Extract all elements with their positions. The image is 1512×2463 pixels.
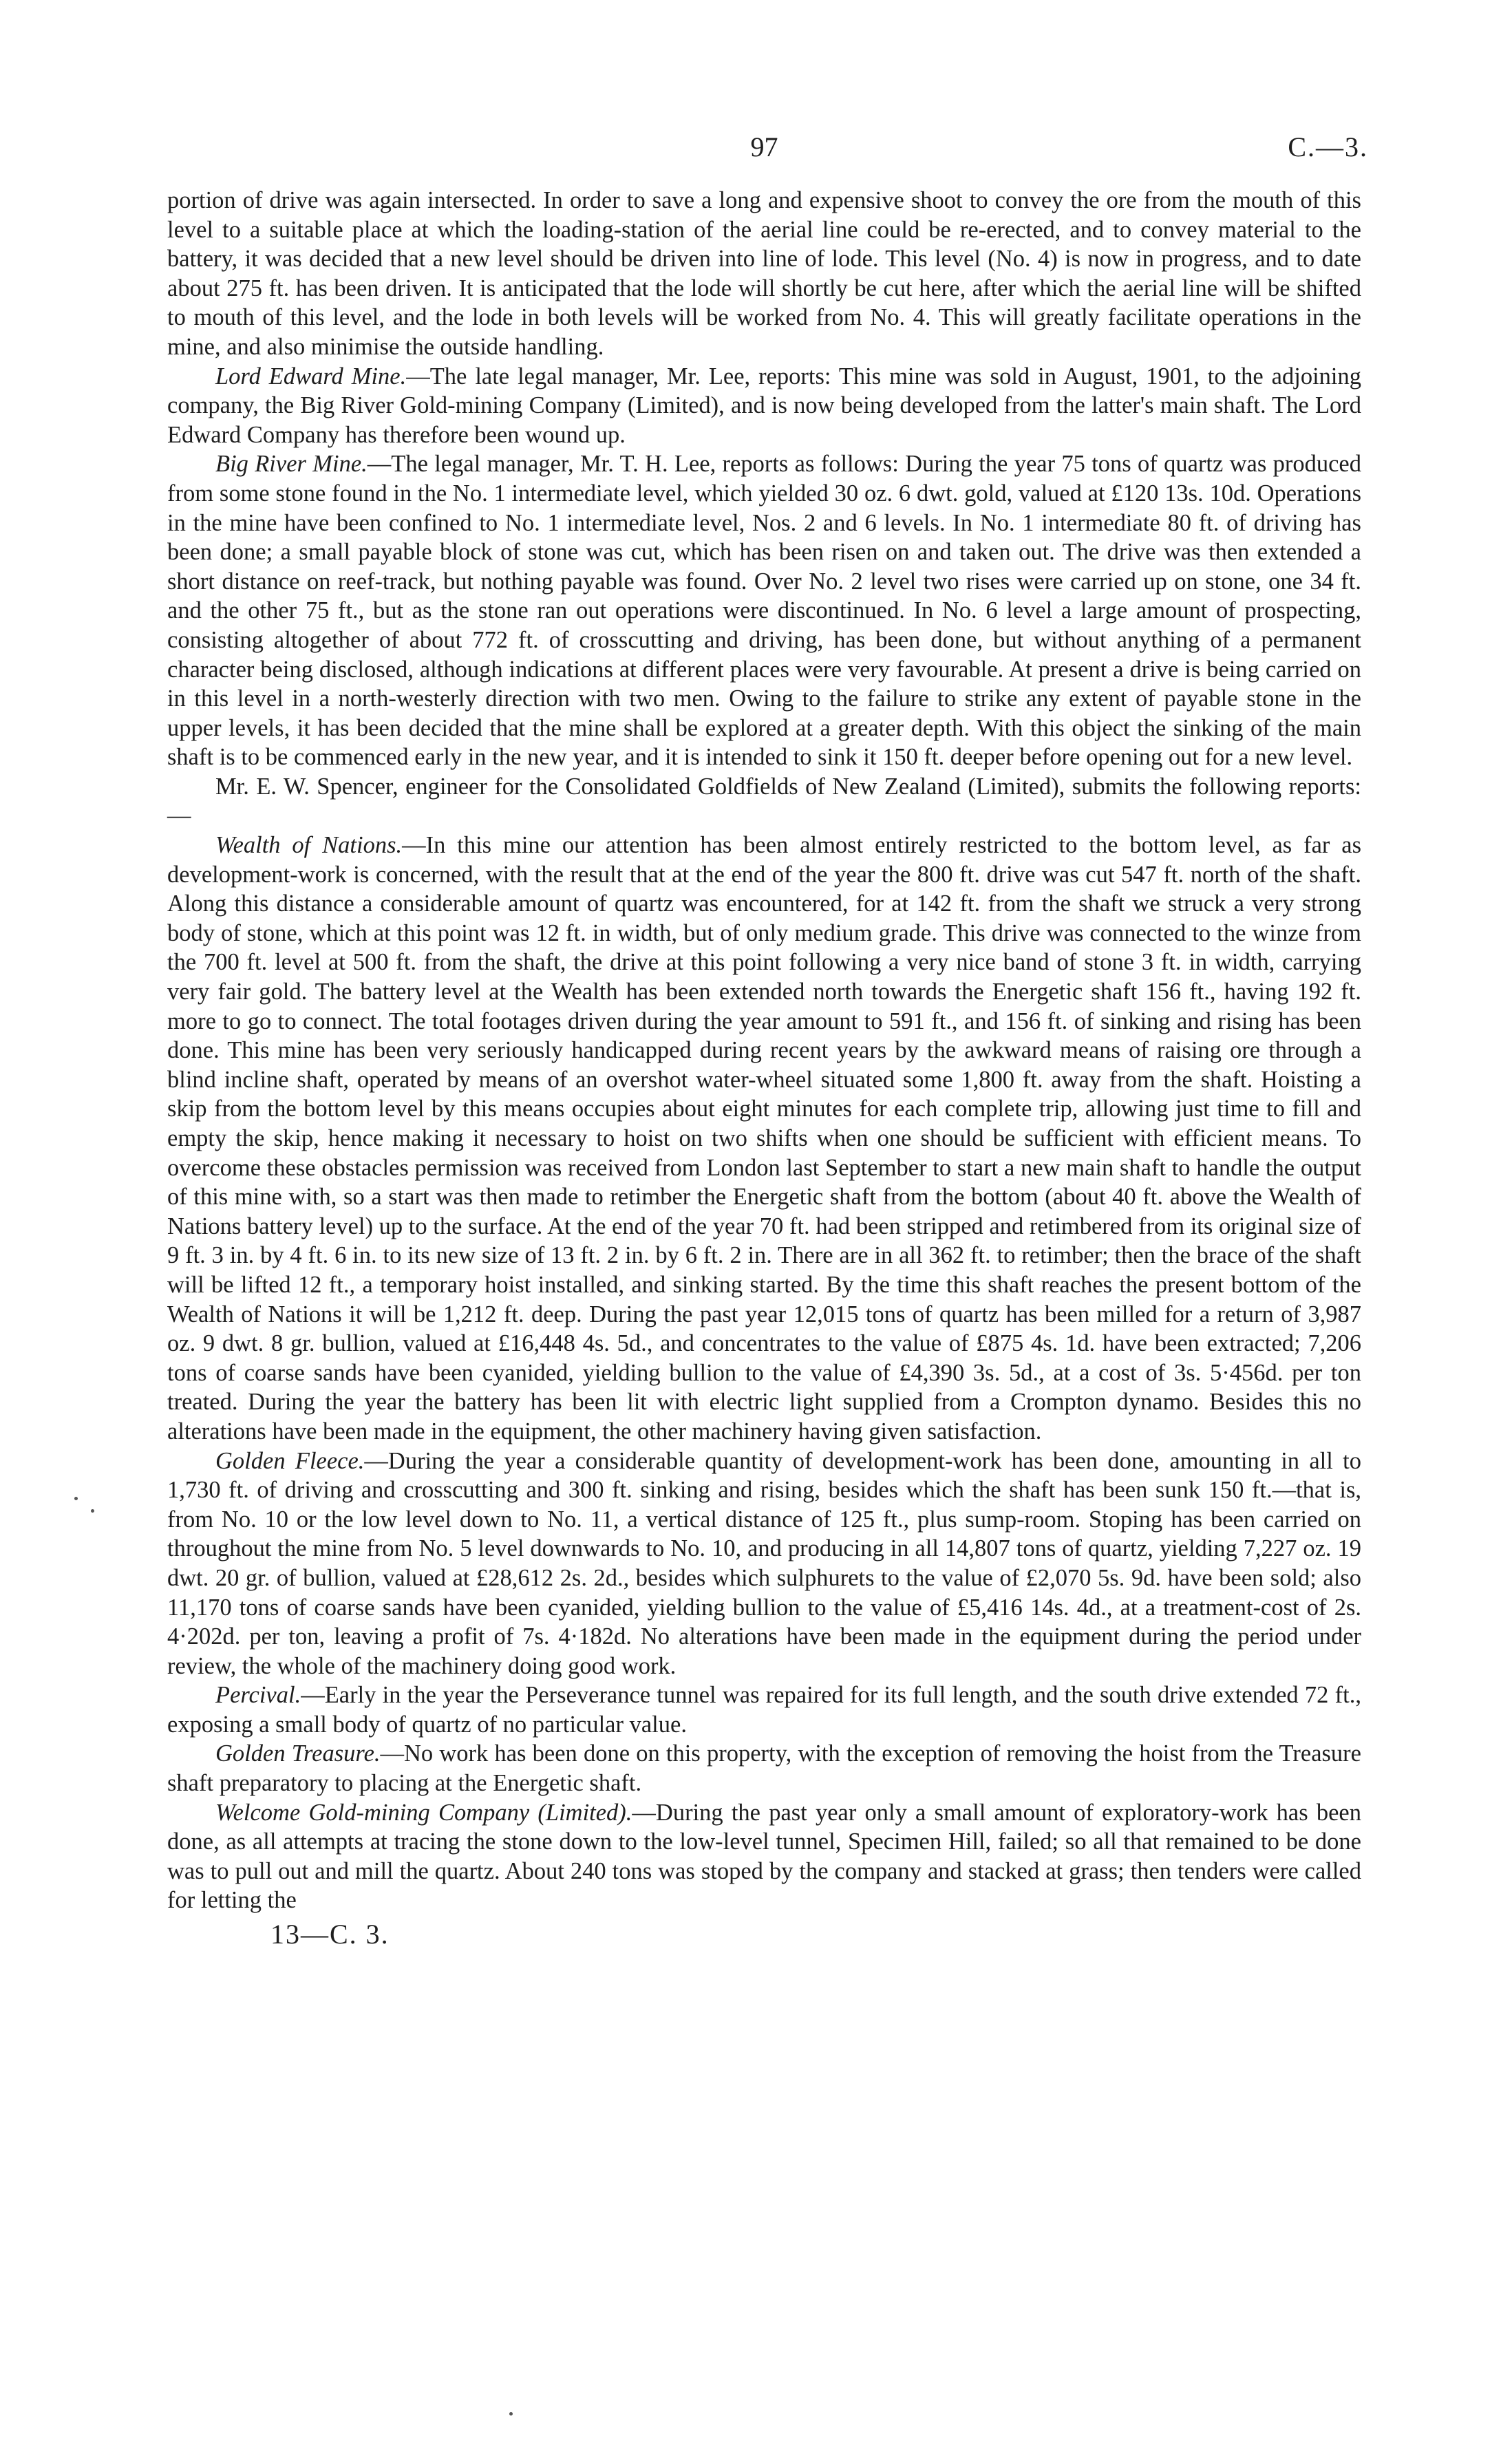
report-reference: C.—3. — [1288, 131, 1368, 162]
signature-mark: 13—C. 3. — [270, 1919, 390, 1950]
paragraph-continuation — [167, 186, 1361, 362]
section-heading: Wealth of Nations. — [215, 832, 403, 859]
section-heading: Lord Edward Mine. — [215, 363, 407, 390]
margin-speck — [91, 1509, 94, 1513]
margin-speck — [74, 1497, 78, 1500]
section-heading: Golden Treasure. — [215, 1740, 381, 1767]
page-number: 97 — [750, 131, 778, 162]
paragraph-text: portion of drive was again intersected. In order to save a long and expensive shoot to convey the ore from the mouth of this level to a suitable place at which the loading-station of the aerial line could be re-erected, and to convey material to the battery, it was decided that a new level should be driven into line of lode. This level (No. 4) is now in progress, and to date about 275 ft. has been driven. It is anticipated that the lode will shortly be cut here, after which the aerial line will be shifted to mouth of this level, and the lode in both levels will be worked from No. 4. This will greatly facilitate operations in the mine, and also minimise the outside handling. — [167, 187, 1361, 360]
paragraph-welcome — [167, 1798, 1361, 1915]
paragraph-lord-edward — [167, 362, 1361, 450]
paragraph-text: —The late legal manager, Mr. Lee, reports: This mine was sold in August, 1901, to the adjoining company, the Big River Gold-mining Company (Limited), and is now being developed from the latter's main shaft. The Lord Edward Company has therefore been wound up. — [167, 363, 1362, 448]
paragraph-text: —The legal manager, Mr. T. H. Lee, reports as follows: During the year 75 tons of quartz was produced from some stone found in the No. 1 intermediate level, which yielded 30 oz. 6 dwt. gold, valued at £120 13s. 10d. Operations in the mine have been confined to No. 1 intermediate level, Nos. 2 and 6 levels. In No. 1 intermediate 80 ft. of driving has been done; a small payable block of stone was cut, which has been risen on and taken out. The drive was then extended a short distance on reef-track, but nothing payable was found. Over No. 2 level two rises were carried up on stone, one 34 ft. and the other 75 ft., but as the stone ran out operations were discontinued. In No. 6 level a large amount of prospecting, consisting altogether of about 772 ft. of crosscutting and driving, has been done, but without anything of a permanent character being disclosed, although indications at different places were very favourable. At present a drive is being carried on in this level in a north-westerly direction with two men. Owing to the failure to strike any extent of payable stone in the upper levels, it has been decided that the mine shall be explored at a greater depth. With this object the sinking of the main shaft is to be commenced early in the new year, and it is intended to sink it 150 ft. deeper before opening out for a new level. — [167, 451, 1361, 771]
page-header — [167, 131, 1368, 186]
margin-speck — [509, 2412, 513, 2416]
body-text — [167, 186, 1361, 1915]
paragraph-text: —No work has been done on this property, with the exception of removing the hoist from the Treasure shaft preparatory to placing at the Energetic shaft. — [167, 1740, 1361, 1797]
section-heading: Big River Mine. — [215, 451, 368, 478]
paragraph-golden-fleece — [167, 1447, 1361, 1681]
paragraph-big-river — [167, 449, 1361, 772]
paragraph-wealth-of-nations — [167, 831, 1361, 1446]
paragraph-spencer-intro — [167, 772, 1361, 831]
document-page — [167, 131, 1368, 1950]
paragraph-golden-treasure — [167, 1739, 1361, 1798]
paragraph-text: —In this mine our attention has been almost entirely restricted to the bottom level, as far as development-work is concerned, with the result that at the end of the year the 800 ft. drive was cut 547 ft. north of the shaft. Along this distance a considerable amount of quartz was encountered, for at 142 ft. from the shaft we struck a very strong body of stone, which at this point was 12 ft. in width, but of only medium grade. This drive was connected to the winze from the 700 ft. level at 500 ft. from the shaft, the drive at this point following a very nice band of stone 3 ft. in width, carrying very fair gold. The battery level at the Wealth has been extended north towards the Energetic shaft 156 ft., having 192 ft. more to go to connect. The total footages driven during the year amount to 591 ft., and 156 ft. of sinking and rising has been done. This mine has been very seriously handicapped during recent years by the awkward means of raising ore through a blind incline shaft, operated by means of an overshot water-wheel situated some 1,800 ft. away from the shaft. Hoisting a skip from the bottom level by this means occupies about eight minutes for each complete trip, allowing just time to fill and empty the skip, hence making it necessary to hoist on two shifts when one should be sufficient with efficient means. To overcome these obstacles permission was received from London last September to start a new main shaft to handle the output of this mine with, so a start was then made to retimber the Energetic shaft from the bottom (about 40 ft. above the Wealth of Nations battery level) up to the surface. At the end of the year 70 ft. had been stripped and retimbered from its original size of 9 ft. 3 in. by 4 ft. 6 in. to its new size of 13 ft. 2 in. by 6 ft. 2 in. There are in all 362 ft. to retimber; then the brace of the shaft will be lifted 12 ft., a temporary hoist installed, and sinking started. By the time this shaft reaches the present bottom of the Wealth of Nations it will be 1,212 ft. deep. During the past year 12,015 tons of quartz has been milled for a return of 3,987 oz. 9 dwt. 8 gr. bullion, valued at £16,448 4s. 5d., and concentrates to the value of £875 4s. 1d. have been extracted; 7,206 tons of coarse sands have been cyanided, yielding bullion to the value of £4,390 3s. 5d., at a cost of 3s. 5·456d. per ton treated. During the year the battery has been lit with electric light supplied from a Crompton dynamo. Besides this no alterations have been made in the equipment, the other machinery having given satisfaction. — [167, 832, 1362, 1444]
paragraph-text: —During the past year only a small amount of exploratory-work has been done, as all attempts at tracing the stone down to the low-level tunnel, Specimen Hill, failed; so all that remained to be done was to pull out and mill the quartz. About 240 tons was stoped by the company and stacked at grass; then tenders were called for letting the — [167, 1799, 1361, 1914]
paragraph-text: —During the year a considerable quantity of development-work has been done, amounting in all to 1,730 ft. of driving and crosscutting and 300 ft. sinking and rising, besides which the shaft has been sunk 150 ft.—that is, from No. 10 or the low level down to No. 11, a vertical distance of 125 ft., plus sump-room. Stoping has been carried on throughout the mine from No. 5 level downwards to No. 10, and producing in all 14,807 tons of quartz, yielding 7,227 oz. 19 dwt. 20 gr. of bullion, valued at £28,612 2s. 2d., besides which sulphurets to the value of £2,070 5s. 9d. have been sold; also 11,170 tons of coarse sands have been cyanided, yielding bullion to the value of £5,416 14s. 4d., at a treatment-cost of 2s. 4·202d. per ton, leaving a profit of 7s. 4·182d. No alterations have been made in the equipment during the period under review, the whole of the machinery doing good work. — [167, 1447, 1361, 1679]
paragraph-percival — [167, 1681, 1361, 1739]
section-heading: Welcome Gold-mining Company (Limited). — [215, 1799, 632, 1826]
paragraph-text: Mr. E. W. Spencer, engineer for the Consolidated Goldfields of New Zealand (Limited), submits the following reports:— — [167, 773, 1361, 829]
section-heading: Percival. — [215, 1682, 301, 1709]
paragraph-text: —Early in the year the Perseverance tunnel was repaired for its full length, and the south drive extended 72 ft., exposing a small body of quartz of no particular value. — [167, 1682, 1361, 1738]
section-heading: Golden Fleece. — [215, 1447, 365, 1474]
